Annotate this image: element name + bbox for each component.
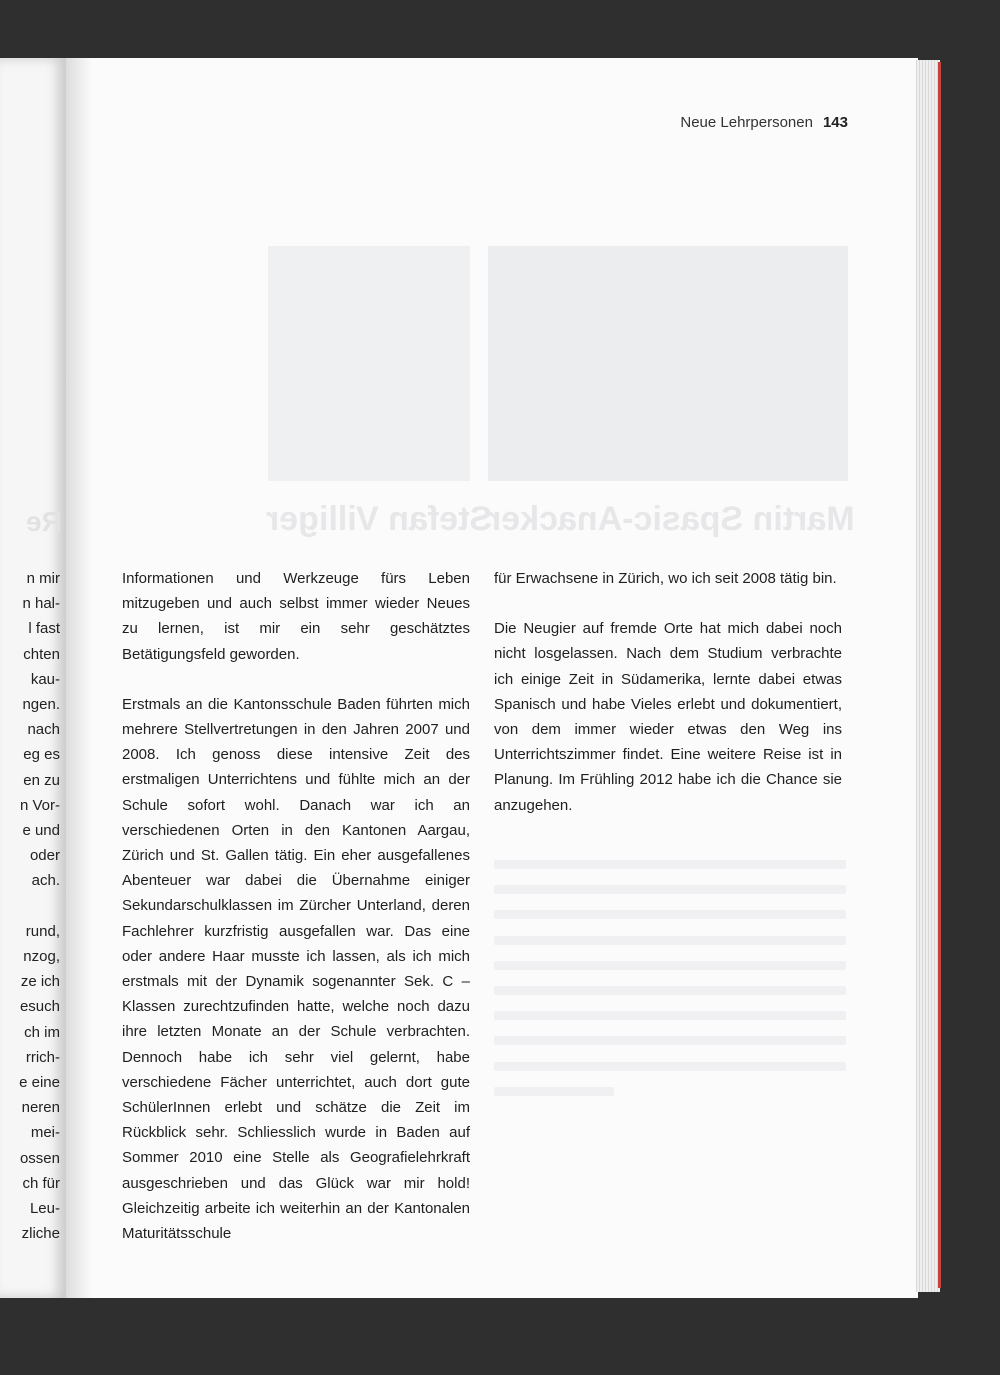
left-page-fragment: ngen.	[22, 696, 60, 713]
left-page-fragment: nzog,	[23, 948, 60, 965]
show-through-line	[494, 936, 846, 945]
left-page-fragment: kau-	[30, 670, 60, 688]
left-page-edge	[0, 58, 66, 1298]
paragraph: Erstmals an die Kantonsschule Baden führten mich mehrere Stellvertretungen in den Jahren 2007 und 2008. Ich genoss diese intensive Zeit des erstmaligen Unterrichtens und fühlte mich an der Schule sofort wohl. Danach war ich an verschiedenen Orten in den Kantonen Aargau, Zürich und St. Gallen tätig. Ein eher ausgefallenes Abenteuer war dabei die Übernahme einiger Sekundarschulklassen im Zürcher Unterland, deren Fachlehrer kurzfristig ausgefallen war. Das eine oder andere Haar musste ich lassen, als ich mich erstmals mit der Dynamik sogenannter Sek. C – Klassen zurechtzufinden hatte, welche noch dazu ihre letzten Monate an der Schule verbrachten. Dennoch habe ich sehr viel gelernt, habe verschiedene Fächer unterrichtet, auch dort gute SchülerInnen erlebt und schätze die Zeit im Rückblick sehr. Schliesslich wurde in Baden auf Sommer 2010 eine Stelle als Geografielehrkraft ausgeschrieben und das Glück war mir hold! Gleichzeitig arbeite ich weiterhin an der Kantonalen Maturitätsschule	[122, 695, 470, 1243]
paragraph: für Erwachsene in Zürich, wo ich seit 2008 tätig bin.	[494, 570, 837, 587]
left-page-ghost-heading: Re	[26, 506, 62, 537]
page-edge-red-stripe	[938, 62, 941, 1288]
left-page-fragment: ze ich	[20, 973, 60, 991]
show-through-photo-1	[268, 246, 470, 481]
left-page-fragment: oder	[29, 847, 60, 865]
left-page-fragment: l fast	[28, 620, 60, 638]
left-page-fragment: esuch	[19, 998, 60, 1016]
page-number: 143	[822, 114, 848, 131]
show-through-line	[494, 1036, 846, 1045]
show-through-line	[494, 961, 846, 970]
left-page-fragment: rund,	[25, 922, 60, 940]
running-head	[560, 114, 848, 131]
show-through-heading-2: Martin Spasic-Anacker	[488, 500, 855, 538]
show-through-line	[494, 860, 846, 869]
show-through-line	[494, 986, 846, 995]
left-page-fragment: ch für	[22, 1174, 60, 1192]
page-block-edge	[916, 60, 940, 1292]
show-through-heading-1: Stefan Villiger	[266, 500, 493, 538]
left-page-fragment: en zu	[23, 771, 60, 789]
show-through-line	[494, 1087, 614, 1096]
left-page-fragment: rrich-	[25, 1048, 60, 1066]
show-through-photo-2	[488, 246, 848, 481]
paragraph: Informationen und Werkzeuge fürs Leben mitzugeben und auch selbst immer wieder Neues zu lernen, ist mir ein sehr geschätztes Betätigungsfeld geworden.	[122, 570, 470, 663]
show-through-line	[494, 910, 846, 919]
text-column-left	[122, 566, 470, 1246]
left-page-fragment: mei-	[30, 1124, 60, 1142]
left-page-fragment: chten	[23, 645, 60, 663]
left-page-fragment: nach	[27, 721, 60, 739]
gutter-shadow	[66, 58, 92, 1298]
left-page-fragment: eg es	[23, 746, 60, 764]
left-page-fragment: e und	[22, 822, 60, 839]
paragraph: Die Neugier auf fremde Orte hat mich dabei noch nicht losgelassen. Nach dem Studium verbrachte ich einige Zeit in Südamerika, lernte dabei etwas Spanisch und habe Vieles erlebt und dokumentiert, von dem immer wieder etwas den Weg ins Unterrichtszimmer findet. Eine weitere Reise ist in Planung. Im Frühling 2012 habe ich die Chance sie anzugehen.	[494, 620, 842, 814]
left-page-fragment: neren	[21, 1099, 60, 1117]
left-page-fragment: ach.	[31, 872, 60, 890]
left-page-fragment: n mir	[26, 570, 60, 587]
show-through-line	[494, 1062, 846, 1071]
left-page-fragment: zliche	[21, 1225, 60, 1243]
running-head-title: Neue Lehrpersonen	[680, 114, 813, 131]
left-page-fragment: n hal-	[22, 595, 60, 613]
left-page-fragment: e eine	[19, 1074, 60, 1091]
left-page-fragment: n Vor-	[19, 796, 60, 814]
show-through-line	[494, 1011, 846, 1020]
left-page-fragment: ch im	[24, 1023, 60, 1041]
text-column-right	[494, 566, 842, 818]
show-through-line	[494, 885, 846, 894]
left-page-fragment: ossen	[19, 1149, 60, 1167]
left-page-fragment: Leu-	[29, 1200, 60, 1217]
